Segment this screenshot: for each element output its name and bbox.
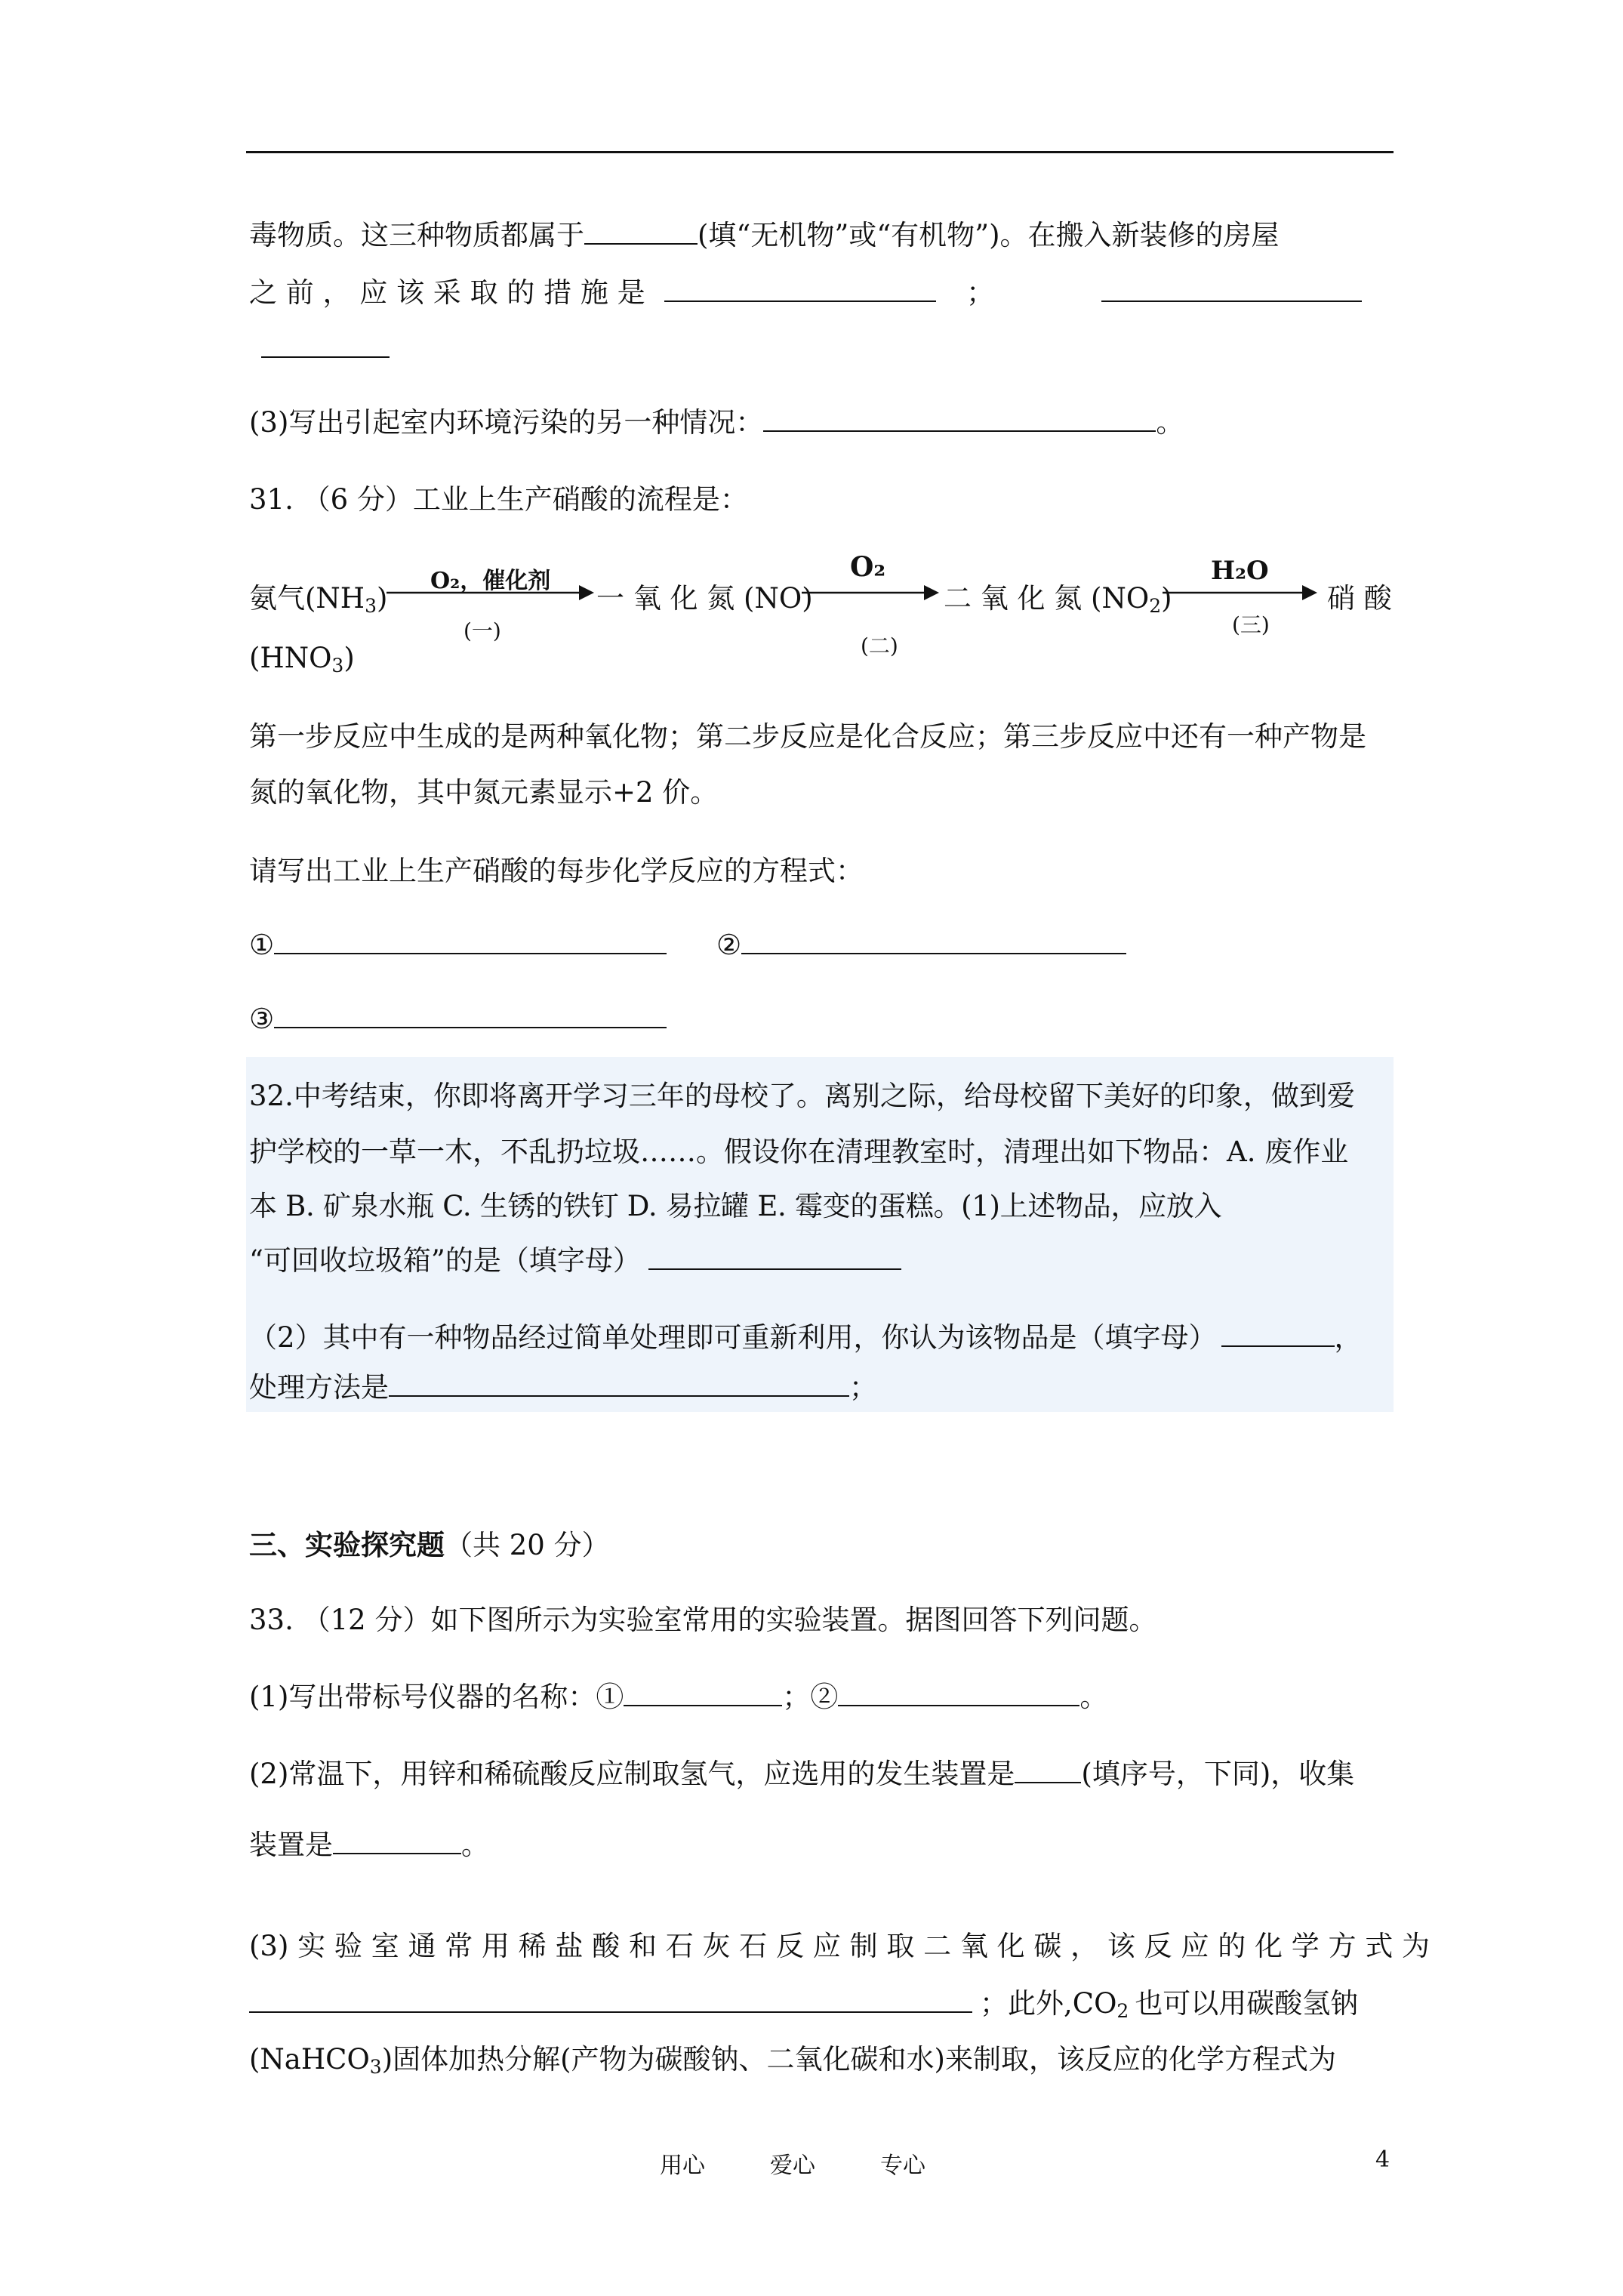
q32-text: 处理方法是 (249, 1371, 389, 1404)
answer-blank[interactable] (274, 1000, 667, 1028)
q33-text: (填序号，下同)，收集 (1081, 1758, 1355, 1790)
q33-part-3-line-3 (249, 2040, 1336, 2087)
species-no: 一 氧 化 氮 (NO) (596, 582, 813, 615)
q32-line-4 (249, 1241, 901, 1281)
answer-blank[interactable] (261, 329, 390, 358)
answer-blank[interactable] (333, 1826, 461, 1854)
arrow-3-label: H₂O (1211, 556, 1269, 586)
step-1-label: (一) (463, 618, 501, 643)
period: 。 (1156, 406, 1184, 439)
arrow-3 (1163, 581, 1317, 604)
section-score: （共 20 分） (445, 1529, 610, 1561)
q33-text: (2)常温下，用锌和稀硫酸反应制取氢气，应选用的发生装置是 (249, 1758, 1015, 1790)
q33-text: ；此外,CO (980, 1987, 1117, 2020)
answer-blank[interactable] (1015, 1755, 1081, 1783)
separator: ； (966, 276, 995, 309)
answer-blank[interactable] (648, 1241, 901, 1270)
answer-blank[interactable] (584, 216, 698, 245)
q30-line-1 (249, 216, 1280, 255)
answer-blank[interactable] (249, 1984, 972, 2013)
subscript: 3 (331, 655, 344, 676)
subscript: 3 (369, 2056, 382, 2078)
page-number: 4 (1375, 2147, 1390, 2173)
answer-blank[interactable] (389, 1368, 849, 1397)
arrow-1 (387, 581, 594, 604)
q31-para-3: 请写出工业上生产硝酸的每步化学反应的方程式： (249, 855, 864, 887)
species-text: ) (1161, 582, 1172, 615)
subscript: 2 (1149, 595, 1162, 617)
q33-text: (NaHCO (249, 2043, 370, 2076)
species-no2 (944, 575, 1172, 617)
q30-text: (填“无机物”或“有机物”)。在搬入新装修的房屋 (698, 219, 1280, 251)
answer-blank[interactable] (1101, 273, 1362, 302)
answer-blank[interactable] (1221, 1318, 1335, 1347)
species-text: 二 氧 化 氮 (NO (944, 582, 1150, 615)
q33-text: )固体加热分解(产物为碳酸钠、二氧化碳和水)来制取，该反应的化学方程式为 (381, 2043, 1336, 2076)
q33-part-1 (249, 1678, 1107, 1717)
q33-part-2-line-1 (249, 1755, 1354, 1794)
step-2-label: (二) (861, 633, 898, 658)
section-title: 三、实验探究题 (249, 1528, 445, 1561)
footer-slogan-2: 爱心 (770, 2153, 815, 2179)
answer-blank[interactable] (838, 1678, 1079, 1706)
q33-text: 也可以用碳酸氢钠 (1135, 1987, 1359, 2020)
q30-part-3 (249, 403, 1184, 442)
footer-slogan-3: 专心 (880, 2153, 925, 2179)
q33-text: 装置是 (249, 1829, 333, 1861)
species-hno3 (249, 642, 355, 676)
step-3-label: (三) (1232, 612, 1270, 637)
semicolon: ； (849, 1371, 877, 1404)
q33-text: (1)写出带标号仪器的名称：① (249, 1681, 624, 1713)
answer-blank[interactable] (274, 926, 667, 954)
footer-slogan-1: 用心 (660, 2153, 705, 2179)
period: 。 (461, 1829, 489, 1861)
q30-line-3 (249, 329, 390, 368)
q33-title: 33. （12 分）如下图所示为实验室常用的实验装置。据图回答下列问题。 (249, 1604, 1157, 1636)
answer-blank[interactable] (741, 926, 1126, 954)
q33-text: ；② (782, 1681, 839, 1713)
q32-text: “可回收垃圾箱”的是（填字母） (249, 1244, 641, 1277)
q32-line-3: 本 B. 矿泉水瓶 C. 生锈的铁钉 D. 易拉罐 E. 霉变的蛋糕。(1)上述物品，应放入 (249, 1190, 1222, 1222)
section-3-heading (249, 1525, 610, 1565)
period: 。 (1079, 1681, 1108, 1713)
subscript: 2 (1116, 2000, 1129, 2022)
species-text: ) (343, 642, 355, 674)
q33-part-3-line-2 (249, 1984, 1358, 2031)
q30-text: 之 前 ， 应 该 采 取 的 措 施 是 (249, 276, 645, 309)
equation-row-2 (249, 1000, 667, 1039)
species-nitric-acid: 硝 酸 (1327, 582, 1392, 615)
q32-line-5 (249, 1318, 1363, 1358)
q31-para-1: 第一步反应中生成的是两种氧化物；第二步反应是化合反应；第三步反应中还有一种产物是 (249, 720, 1366, 753)
q32-line-6 (249, 1368, 877, 1407)
q32-line-2: 护学校的一草一木，不乱扔垃圾……。假设你在清理教室时，清理出如下物品：A. 废作业 (249, 1136, 1349, 1168)
marker-1: ① (249, 929, 275, 961)
q31-para-2: 氮的氧化物，其中氮元素显示+2 价。 (249, 776, 719, 809)
equation-row-1 (249, 926, 1126, 965)
arrow-2-label: O₂ (850, 551, 886, 583)
comma: ， (1334, 1321, 1363, 1354)
q33-part-3-line-1: (3) 实 验 室 通 常 用 稀 盐 酸 和 石 灰 石 反 应 制 取 二 氧 化 碳 ， 该 反 应 的 化 学 方 式 为 (249, 1930, 1431, 1962)
arrow-2 (802, 581, 939, 604)
arrow-1-label: O₂，催化剂 (430, 568, 551, 594)
q32-line-1: 32.中考结束，你即将离开学习三年的母校了。离别之际，给母校留下美好的印象，做到爱 (249, 1080, 1355, 1112)
marker-2: ② (716, 929, 742, 961)
answer-blank[interactable] (624, 1678, 782, 1706)
species-ammonia (249, 575, 387, 617)
marker-3: ③ (249, 1003, 275, 1035)
species-text: ) (376, 582, 388, 615)
header-rule (246, 151, 1394, 153)
q30-text: 毒物质。这三种物质都属于 (249, 219, 584, 251)
q31-title: 31. （6 分）工业上生产硝酸的流程是： (249, 483, 748, 516)
answer-blank[interactable] (664, 273, 936, 302)
q32-text: （2）其中有一种物品经过简单处理即可重新利用，你认为该物品是（填字母） (249, 1321, 1217, 1354)
q33-part-2-line-2 (249, 1826, 489, 1865)
species-text: 氨气(NH (249, 582, 365, 615)
species-text: (HNO (249, 642, 332, 674)
answer-blank[interactable] (763, 403, 1156, 432)
q30-text: (3)写出引起室内环境污染的另一种情况： (249, 406, 764, 439)
subscript: 3 (365, 595, 377, 617)
q30-line-2 (249, 273, 1362, 313)
